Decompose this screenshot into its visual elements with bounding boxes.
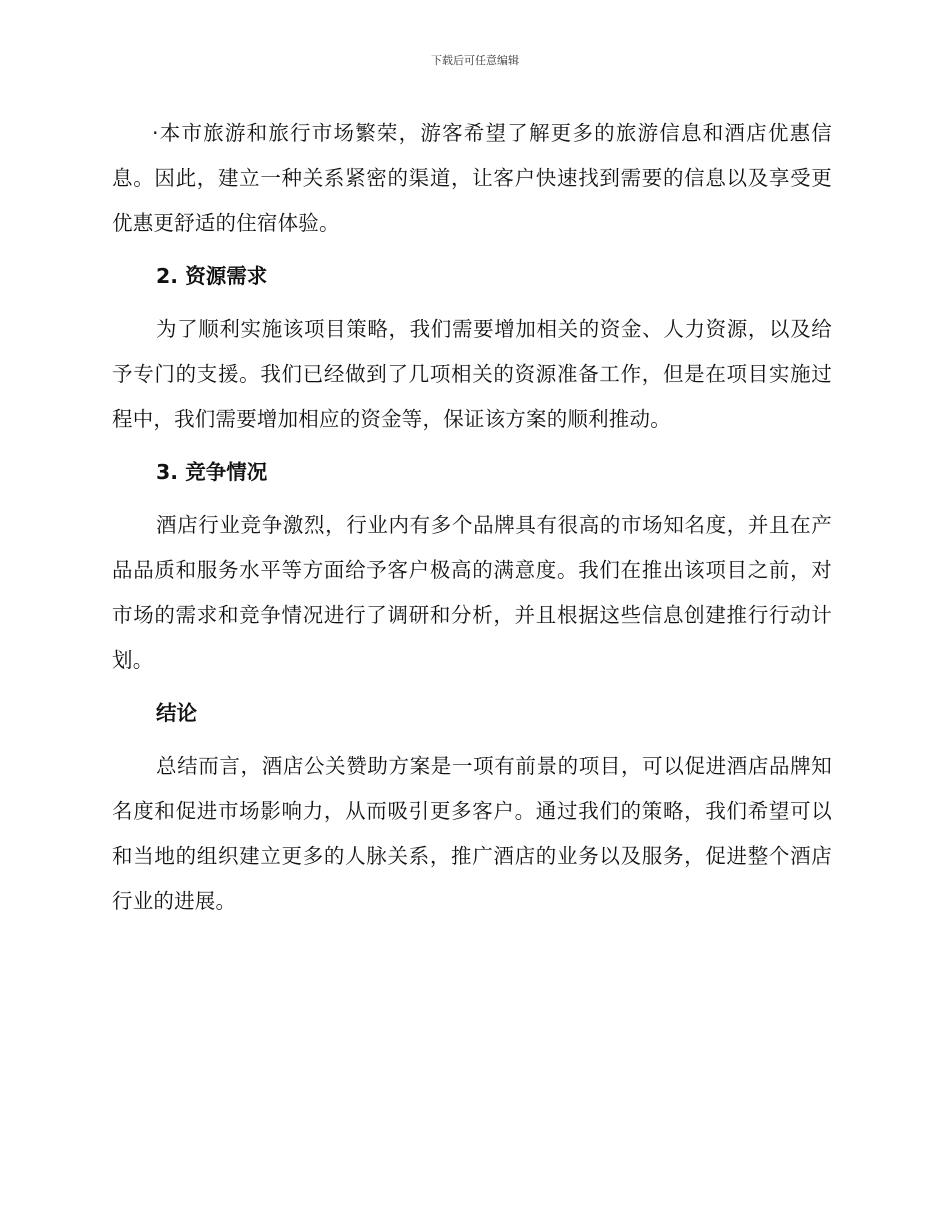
section-heading-conclusion: 结论 [156, 701, 197, 725]
page-header-note: 下载后可任意编辑 [431, 54, 519, 67]
section-heading-competition: 3. 竞争情况 [156, 460, 268, 484]
competition-paragraph: 酒店行业竞争激烈，行业内有多个品牌具有很高的市场知名度，并且在产品品质和服务水平等方面给予客户极高的满意度。我们在推出该项目之前，对市场的需求和竞争情况进行了调研和分析，并且根据这些信息创建推行行动计划。 [112, 513, 832, 672]
document-body [112, 111, 832, 924]
intro-paragraph: ·本市旅游和旅行市场繁荣，游客希望了解更多的旅游信息和酒店优惠信息。因此，建立一种关系紧密的渠道，让客户快速找到需要的信息以及享受更优惠更舒适的住宿体验。 [112, 121, 832, 235]
section-heading-resources: 2. 资源需求 [156, 264, 268, 288]
conclusion-paragraph: 总结而言，酒店公关赞助方案是一项有前景的项目，可以促进酒店品牌知名度和促进市场影响力，从而吸引更多客户。通过我们的策略，我们希望可以和当地的组织建立更多的人脉关系，推广酒店的业务以及服务，促进整个酒店行业的进展。 [112, 754, 832, 913]
resources-paragraph: 为了顺利实施该项目策略，我们需要增加相关的资金、人力资源，以及给予专门的支援。我们已经做到了几项相关的资源准备工作，但是在项目实施过程中，我们需要增加相应的资金等，保证该方案的顺利推动。 [112, 317, 832, 431]
